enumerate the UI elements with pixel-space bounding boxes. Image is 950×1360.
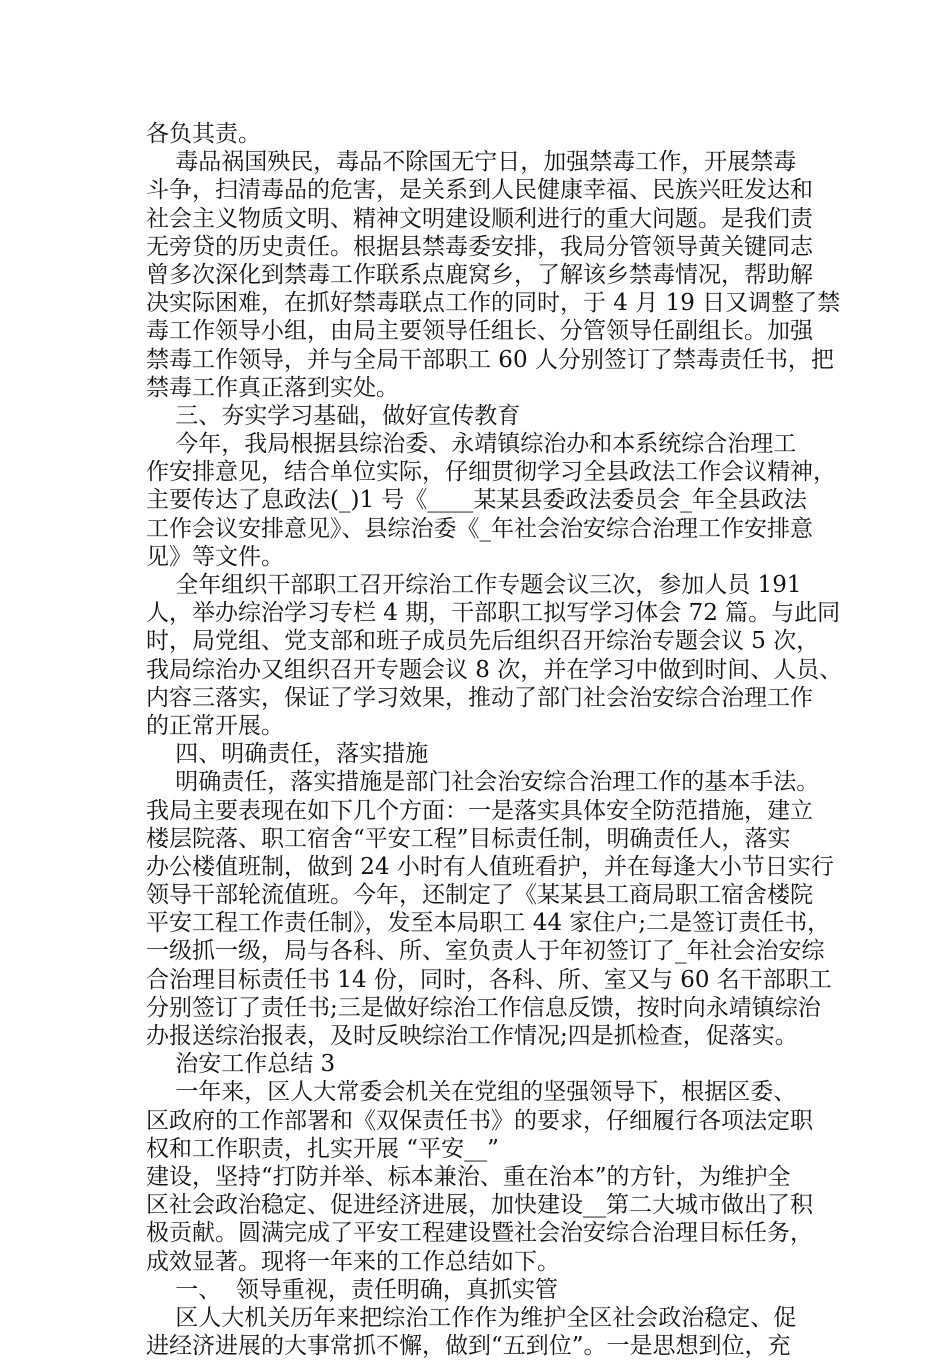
text-line: 今年，我局根据县综治委、永靖镇综治办和本系统综合治理工 [146, 431, 797, 458]
text-line: 区人大机关历年来把综治工作作为维护全区社会政治稳定、促 [146, 1304, 797, 1331]
text-line: 区社会政治稳定、促进经济进展，加快建设__第二大城市做出了积 [146, 1192, 813, 1219]
text-line: 斗争，扫清毒品的危害，是关系到人民健康幸福、民族兴旺发达和 [146, 177, 813, 204]
text-line: 社会主义物质文明、精神文明建设顺利进行的重大问题。是我们责 [146, 205, 813, 232]
text-line: 分别签订了责任书;三是做好综治工作信息反馈，按时向永靖镇综治 [146, 994, 821, 1021]
text-line: 决实际困难，在抓好禁毒联点工作的同时，于 4 月 19 日又调整了禁 [146, 290, 841, 317]
section-heading: 一、 领导重视，责任明确，真抓实管 [146, 1276, 558, 1303]
text-line: 的正常开展。 [146, 712, 284, 739]
section-heading: 三、夯实学习基础，做好宣传教育 [146, 402, 521, 429]
text-line: 作安排意见，结合单位实际，仔细贯彻学习全县政法工作会议精神， [146, 459, 836, 486]
text-line: 一年来，区人大常委会机关在党组的坚强领导下，根据区委、 [146, 1079, 797, 1106]
text-line: 各负其责。 [146, 121, 261, 147]
text-line: 区政府的工作部署和《双保责任书》的要求，仔细履行各项法定职 [146, 1107, 813, 1134]
text-line: 办公楼值班制，做到 24 小时有人值班看护，并在每逢大小节日实行 [146, 853, 834, 880]
text-line: 我局主要表现在如下几个方面：一是落实具体安全防范措施，建立 [146, 797, 813, 824]
text-line: 无旁贷的历史责任。根据县禁毒委安排，我局分管领导黄关键同志 [146, 233, 813, 260]
text-line: 时，局党组、党支部和班子成员先后组织召开综治专题会议 5 次， [146, 628, 820, 655]
text-line: 我局综治办又组织召开专题会议 8 次，并在学习中做到时间、人员、 [146, 656, 843, 683]
text-line: 主要传达了息政法(_)1 号《____某某县委政法委员会_年全县政法 [146, 487, 807, 514]
text-line: 明确责任，落实措施是部门社会治安综合治理工作的基本手法。 [146, 769, 820, 796]
text-line: 建设，坚持“打防并举、标本兼治、重在治本”的方针，为维护全 [146, 1163, 791, 1190]
text-line: 毒品祸国殃民，毒品不除国无宁日，加强禁毒工作，开展禁毒 [146, 149, 797, 176]
text-line: 毒工作领导小组，由局主要领导任组长、分管领导任副组长。加强 [146, 318, 813, 345]
text-line: 成效显著。现将一年来的工作总结如下。 [146, 1248, 560, 1275]
text-line: 权和工作职责，扎实开展 “平安__” [146, 1135, 499, 1162]
text-line: 人，举办综治学习专栏 4 期，干部职工拟写学习体会 72 篇。与此同 [146, 600, 841, 627]
document-body-text [146, 120, 843, 1360]
text-line: 工作会议安排意见》、县综治委《_年社会治安综合治理工作安排意 [146, 515, 813, 542]
section-heading: 四、明确责任，落实措施 [146, 741, 429, 768]
text-line: 极贡献。圆满完成了平安工程建设暨社会治安综合治理目标任务， [146, 1220, 813, 1247]
text-line: 禁毒工作真正落到实处。 [146, 374, 399, 401]
text-line: 禁毒工作领导，并与全局干部职工 60 人分别签订了禁毒责任书，把 [146, 346, 834, 373]
text-line: 进经济进展的大事常抓不懈，做到“五到位”。一是思想到位，充 [146, 1333, 791, 1360]
text-line: 楼层院落、职工宿舍“平安工程”目标责任制，明确责任人，落实 [146, 825, 791, 852]
text-line: 平安工程工作责任制》，发至本局职工 44 家住户;二是签订责任书， [146, 910, 831, 937]
text-line: 全年组织干部职工召开综治工作专题会议三次，参加人员 191 [146, 572, 802, 598]
text-line: 合治理目标责任书 14 份，同时，各科、所、室又与 60 名干部职工 [146, 966, 832, 993]
text-line: 内容三落实，保证了学习效果，推动了部门社会治安综合治理工作 [146, 684, 813, 711]
text-line: 办报送综治报表，及时反映综治工作情况;四是抓检查，促落实。 [146, 1023, 798, 1049]
section-heading: 治安工作总结 3 [146, 1051, 336, 1078]
text-line: 曾多次深化到禁毒工作联系点鹿窝乡，了解该乡禁毒情况，帮助解 [146, 261, 813, 288]
text-line: 见》等文件。 [146, 543, 284, 570]
text-line: 领导干部轮流值班。今年，还制定了《某某县工商局职工宿舍楼院 [146, 882, 813, 909]
text-line: 一级抓一级，局与各科、所、室负责人于年初签订了_年社会治安综 [146, 938, 825, 965]
